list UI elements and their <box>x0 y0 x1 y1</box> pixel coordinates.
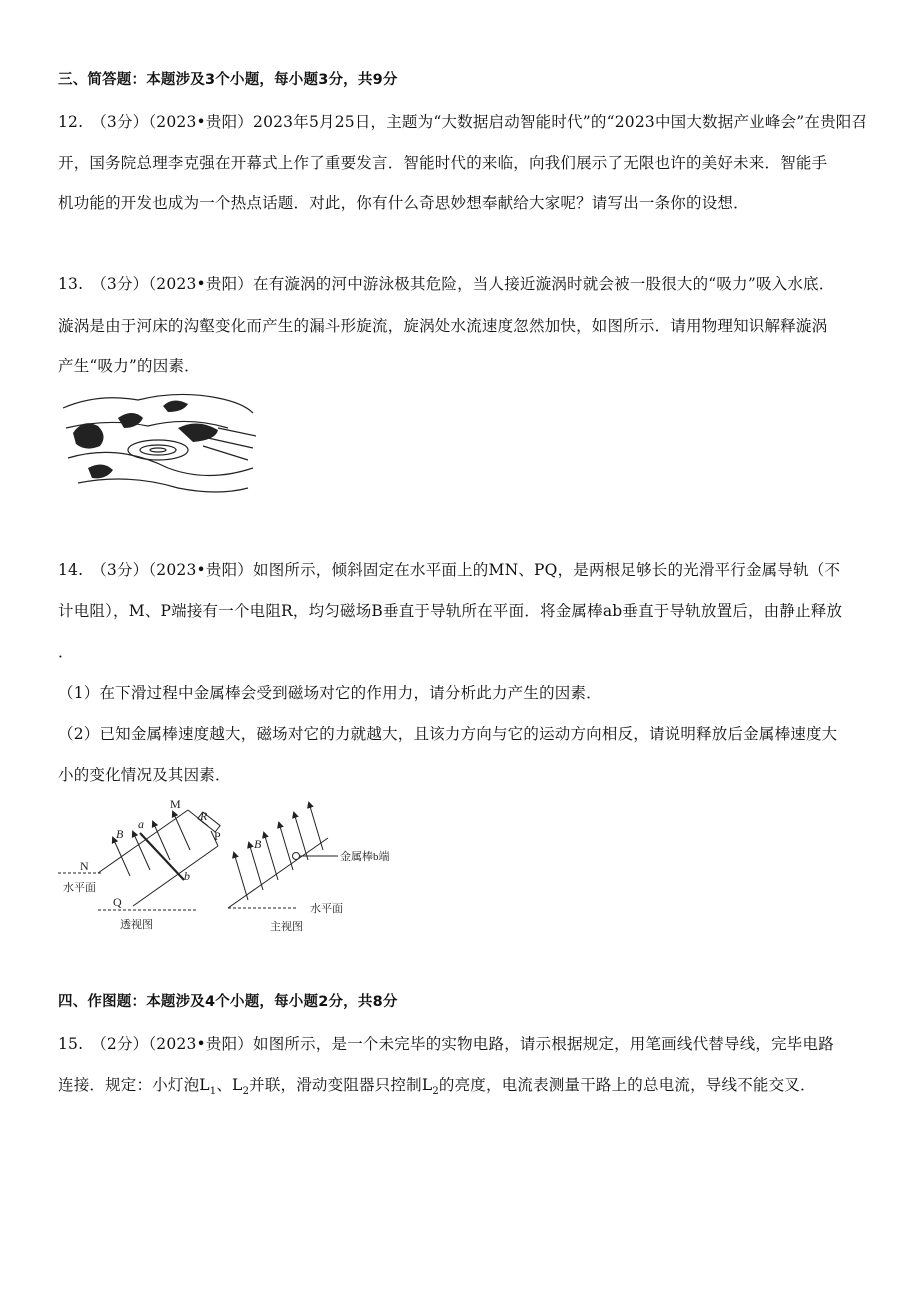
subscript: 1 <box>209 1086 217 1098</box>
q14-line: ． <box>58 643 74 661</box>
q12-line: 机功能的开发也成为一个热点话题．对此，你有什么奇思妙想奉献给大家呢？请写出一条你的设想． <box>58 194 749 212</box>
label-a: a <box>138 817 144 831</box>
label-Q: Q <box>113 895 122 909</box>
q14-line: 计电阻），M、P端接有一个电阻R，均匀磁场B垂直于导轨所在平面．将金属棒ab垂直于导轨放置后，由静止释放 <box>58 602 843 620</box>
q15-line: 15. （2分）（2023•贵阳）如图所示，是一个未完毕的实物电路，请示根据规定，用笔画线代替导线，完毕电路 <box>58 1035 834 1053</box>
q12-line: 开，国务院总理李克强在开幕式上作了重要发言．智能时代的来临，向我们展示了无限也许的美好未来．智能手 <box>58 154 828 172</box>
label-B-left: B <box>116 827 124 841</box>
whirlpool-figure <box>58 388 258 503</box>
subscript: 2 <box>242 1086 250 1098</box>
label-N: N <box>80 859 89 873</box>
section-4-heading: 四、作图题：本题涉及4个小题，每小题2分，共8分 <box>58 994 398 1010</box>
q14-line: 小的变化情况及其因素． <box>58 766 231 784</box>
label-P: P <box>214 829 221 843</box>
q15-line <box>58 1073 816 1097</box>
q15-text: 、L <box>216 1076 243 1094</box>
q15-text: 并联，滑动变阻器只控制L <box>249 1076 433 1094</box>
q13-line: 产生“吸力”的因素． <box>58 357 200 375</box>
q15-text: 的亮度，电流表测量干路上的总电流，导线不能交叉． <box>438 1076 816 1094</box>
q13-line: 漩涡是由于河床的沟壑变化而产生的漏斗形旋流，旋涡处水流速度忽然加快，如图所示．请用物理知识解释漩涡 <box>58 317 828 335</box>
q14-line: （2）已知金属棒速度越大，磁场对它的力就越大，且该力方向与它的运动方向相反，请说明释放后金属棒速度大 <box>58 725 838 743</box>
label-B-right: B <box>254 837 262 851</box>
rail-figure <box>58 798 408 943</box>
section-3-heading: 三、简答题：本题涉及3个小题，每小题3分，共9分 <box>58 72 398 88</box>
q14-line: （1）在下滑过程中金属棒会受到磁场对它的作用力，请分析此力产生的因素． <box>58 684 602 702</box>
label-horizontal-left: 水平面 <box>63 882 96 894</box>
caption-perspective: 透视图 <box>120 919 153 931</box>
q12-line: 12. （3分）（2023•贵阳）2023年5月25日，主题为“大数据启动智能时代”的“2023中国大数据产业峰会”在贵阳召 <box>58 113 868 131</box>
label-M: M <box>170 798 181 811</box>
subscript: 2 <box>432 1086 439 1098</box>
label-horizontal-right: 水平面 <box>310 903 343 915</box>
label-R: R <box>200 809 208 823</box>
q14-line: 14. （3分）（2023•贵阳）如图所示，倾斜固定在水平面上的MN、PQ，是两根足够长的光滑平行金属导轨（不 <box>58 561 841 579</box>
q13-line: 13. （3分）（2023•贵阳）在有漩涡的河中游泳极其危险，当人接近漩涡时就会被一股很大的“吸力”吸入水底． <box>58 275 835 293</box>
label-b: b <box>184 869 190 883</box>
caption-front: 主视图 <box>270 921 303 933</box>
label-rod-end: 金属棒b端 <box>340 851 390 863</box>
q15-text: 连接．规定：小灯泡L <box>58 1076 210 1094</box>
